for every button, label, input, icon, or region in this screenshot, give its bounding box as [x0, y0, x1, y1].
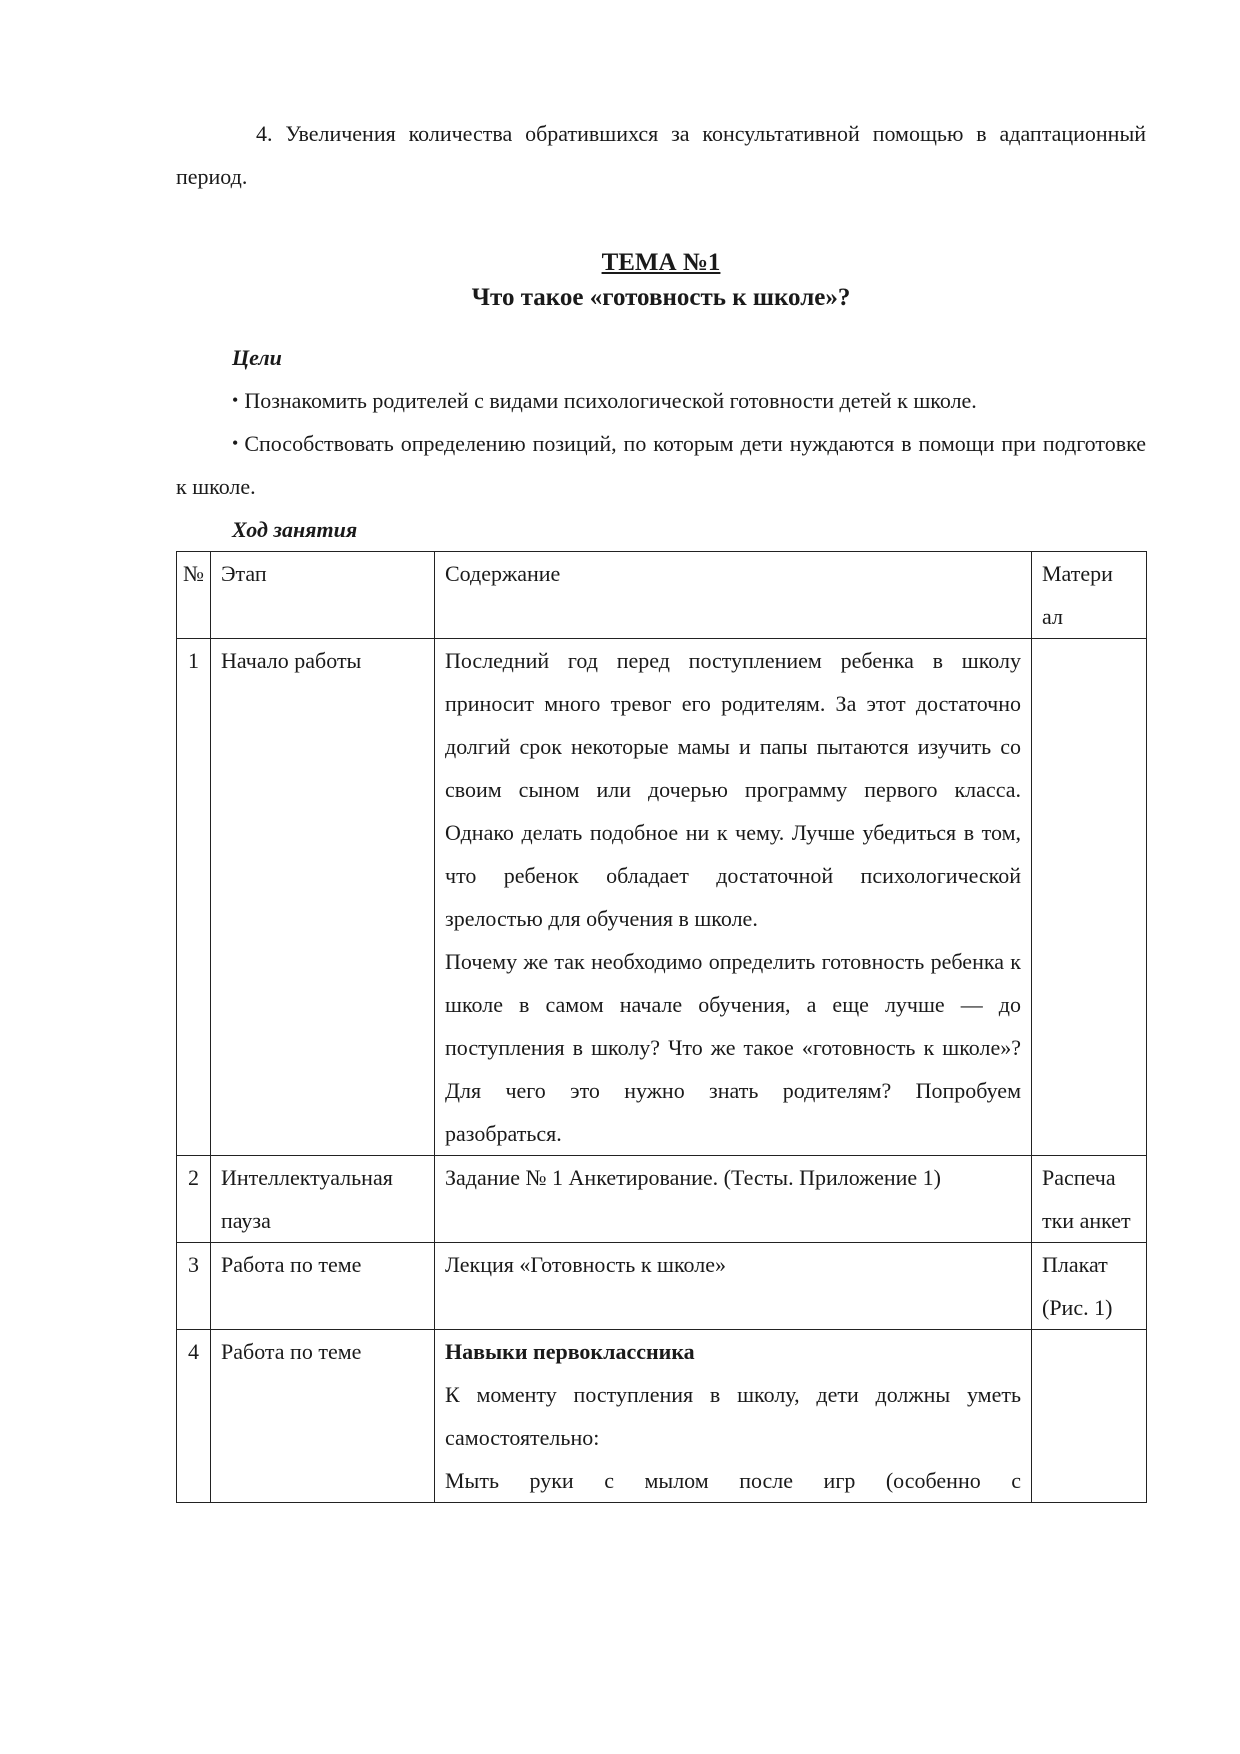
row-stage: Начало работы	[211, 639, 435, 1156]
table-header-row	[177, 552, 1147, 639]
topic-subtitle: Что такое «готовность к школе»?	[471, 284, 851, 311]
column-header-content: Содержание	[435, 552, 1032, 639]
row-stage: Интеллектуальная пауза	[211, 1156, 435, 1243]
row-content-paragraph: Мыть руки с мылом после игр (особенно с	[445, 1468, 1021, 1493]
table-row	[177, 1156, 1147, 1243]
table-row	[177, 1243, 1147, 1330]
lesson-heading: Ход занятия	[232, 517, 358, 542]
row-content-paragraph: Последний год перед поступлением ребенка в школу приносит много тревог его родителям. За этот достаточно долгий срок некоторые мамы и папы пытаются изучить со своим сыном или дочерью программу первого класса. Однако делать подобное ни к чему. Лучше убедиться в том, что ребенок обладает достаточной психологической зрелостью для обучения в школе.	[445, 648, 1021, 931]
row-num: 3	[177, 1243, 211, 1330]
goal-item: • Познакомить родителей с видами психологической готовности детей к школе.	[176, 379, 1146, 422]
row-stage: Работа по теме	[211, 1243, 435, 1330]
topic-title-block	[176, 247, 1146, 317]
goal-item: • Способствовать определению позиций, по которым дети нуждаются в помощи при подготовке к школе.	[176, 422, 1146, 508]
table-row	[177, 639, 1147, 1156]
row-num: 4	[177, 1330, 211, 1503]
row-content	[435, 639, 1032, 1156]
row-material: Распеча тки анкет	[1032, 1156, 1147, 1243]
row-content-paragraph: Почему же так необходимо определить готовность ребенка к школе в самом начале обучения, а еще лучше — до поступления в школу? Что же такое «готовность к школе»? Для чего это нужно знать родителям? Попробуем разобраться.	[445, 949, 1021, 1146]
column-header-stage: Этап	[211, 552, 435, 639]
column-header-num: №	[177, 552, 211, 639]
document-page	[176, 112, 1146, 1503]
row-content: Лекция «Готовность к школе»	[435, 1243, 1032, 1330]
row-num: 1	[177, 639, 211, 1156]
goals-heading: Цели	[232, 345, 282, 370]
table-row	[177, 1330, 1147, 1503]
row-content-paragraph: К моменту поступления в школу, дети должны уметь самостоятельно:	[445, 1382, 1021, 1450]
row-content-title: Навыки первоклассника	[445, 1339, 695, 1364]
row-material: Плакат (Рис. 1)	[1032, 1243, 1147, 1330]
row-content	[435, 1330, 1032, 1503]
row-material	[1032, 1330, 1147, 1503]
row-content: Задание № 1 Анкетирование. (Тесты. Приложение 1)	[435, 1156, 1032, 1243]
column-header-material: Матери ал	[1032, 552, 1147, 639]
row-material	[1032, 639, 1147, 1156]
row-stage: Работа по теме	[211, 1330, 435, 1503]
intro-item-4: 4. Увеличения количества обратившихся за консультативной помощью в адаптационный период.	[176, 121, 1146, 189]
row-num: 2	[177, 1156, 211, 1243]
lesson-table	[176, 551, 1147, 1503]
topic-title: ТЕМА №1	[601, 249, 721, 276]
